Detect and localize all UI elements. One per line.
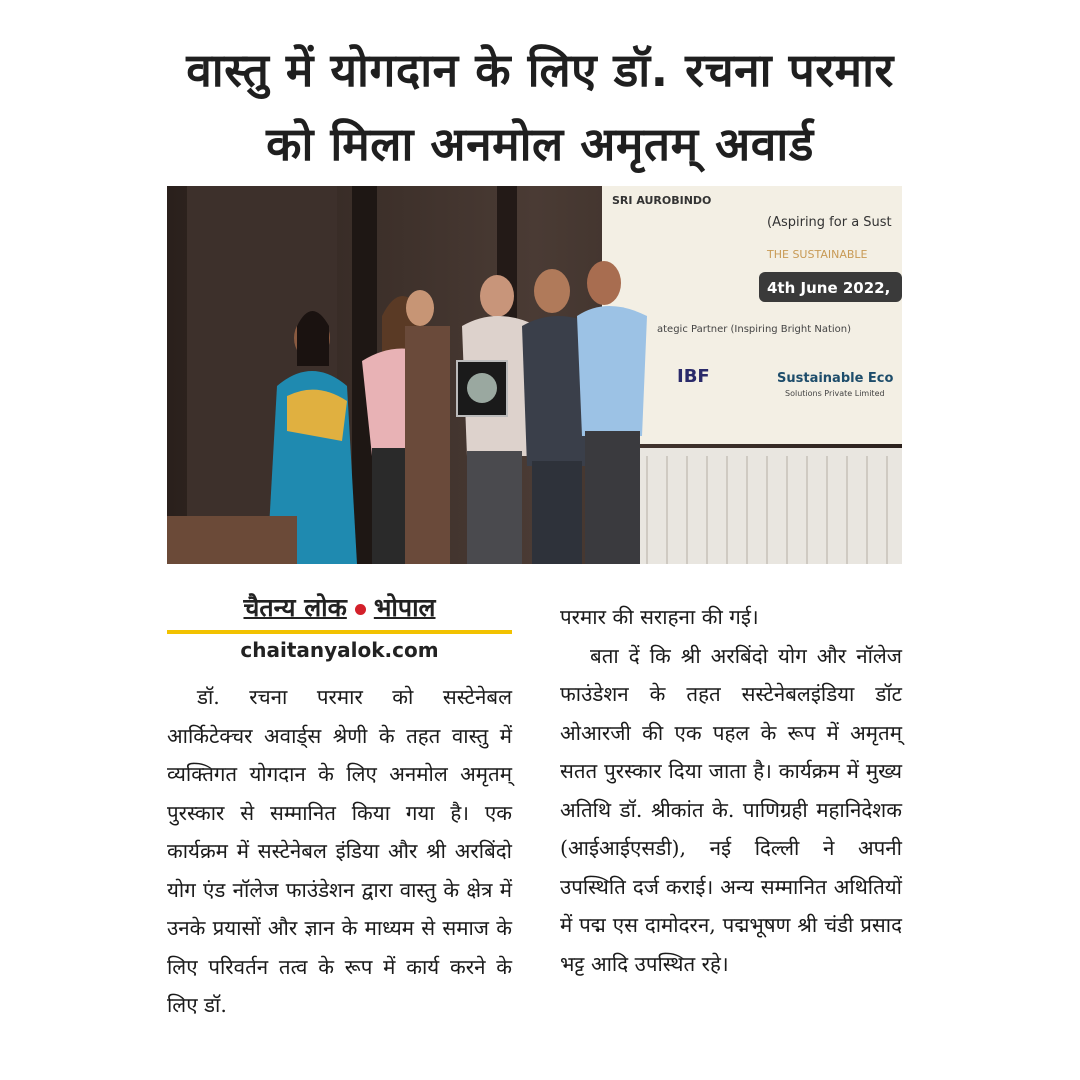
article-paragraph: परमार की सराहना की गई।: [560, 605, 759, 629]
masthead-dot: [355, 604, 366, 615]
headline-line-1: वास्तु में योगदान के लिए डॉ. रचना परमार: [186, 43, 894, 97]
banner-tagline: (Aspiring for a Sust: [767, 215, 892, 230]
article-paragraph: बता दें कि श्री अरबिंदो योग और नॉलेज फाउंडेशन के तहत सस्टेनेबलइंडिया डॉट ओआरजी की एक पहल के रूप में अमृतम् सतत पुरस्कार दिया जाता है। कार्यक्रम में मुख्य अतिथि डॉ. श्रीकांत के. पाणिग्रही महानिदेशक (आईआईएसडी), नई दिल्ली ने अपनी उपस्थिति दर्ज कराई। अन्य सम्मानित अथितियों में पद्म एस दामोदरन, पद्मभूषण श्री चंडी प्रसाद भट्ट आदि उपस्थित रहे।: [560, 643, 902, 976]
banner-logo-right-sub: Solutions Private Limited: [785, 389, 885, 398]
banner-logo-left: IBF: [677, 366, 710, 387]
masthead-city: भोपाल: [373, 593, 436, 622]
banner-org: SRI AUROBINDO: [612, 194, 712, 207]
article-paragraph: डॉ. रचना परमार को सस्टेनेबल आर्किटेक्चर अवार्ड्स श्रेणी के तहत वास्तु में व्यक्तिगत योगदान के लिए अनमोल अमृतम् पुरस्कार से सम्मानित किया गया है। एक कार्यक्रम में सस्टेनेबल इंडिया और श्री अरबिंदो योग एंड नॉलेज फाउंडेशन द्वारा वास्तु के क्षेत्र में उनके प्रयासों और ज्ञान के माध्यम से समाज के लिए परिवर्तन तत्व के रूप में कार्य करने के लिए डॉ.: [167, 685, 512, 1017]
masthead: [167, 590, 512, 624]
banner-logo-right: Sustainable Eco: [777, 371, 894, 386]
award-ceremony-photo: [167, 186, 902, 564]
banner-subtitle: THE SUSTAINABLE: [767, 248, 868, 261]
masthead-url: chaitanyalok.com: [240, 638, 439, 662]
masthead-name: चैतन्य लोक: [243, 593, 347, 622]
banner-partner: ategic Partner (Inspiring Bright Nation): [657, 324, 852, 335]
headline-line-2: को मिला अनमोल अमृतम् अवार्ड: [266, 117, 814, 171]
article-column-2: [560, 598, 902, 983]
banner-date: 4th June 2022,: [767, 279, 891, 297]
masthead-rule: [167, 630, 512, 634]
article-column-1: [167, 678, 512, 1025]
